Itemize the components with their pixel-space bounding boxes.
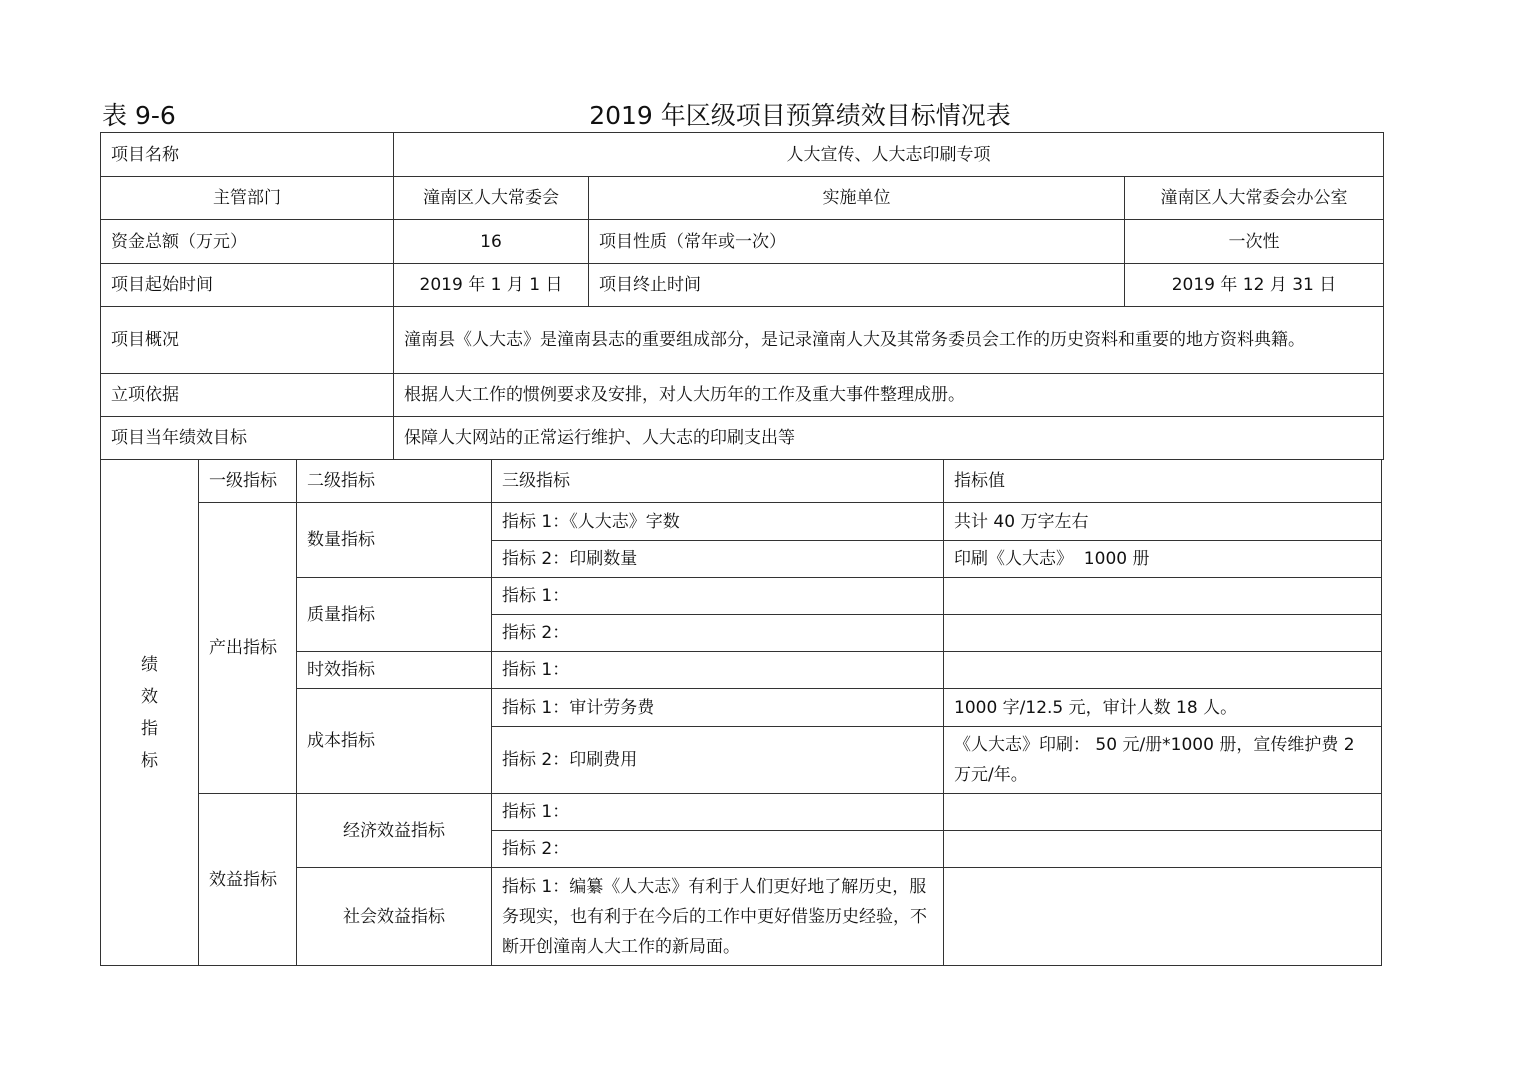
start-label: 项目起始时间 [101,264,394,307]
economic-indicator-1-value [944,794,1382,831]
table-row [101,503,1382,541]
end-label: 项目终止时间 [589,264,1125,307]
table-row [101,177,1384,220]
cost-indicator-1: 指标 1：审计劳务费 [492,689,944,727]
unit-value: 潼南区人大常委会办公室 [1125,177,1384,220]
quality-indicator-2-value [944,615,1382,652]
table-row [101,794,1382,831]
social-benefit-label: 社会效益指标 [297,868,492,966]
page-heading [100,100,1382,132]
economic-benefit-label: 经济效益指标 [297,794,492,868]
cost-indicator-2: 指标 2：印刷费用 [492,727,944,794]
nature-label: 项目性质（常年或一次） [589,220,1125,264]
header-level1: 一级指标 [199,460,297,503]
table-row [101,417,1384,460]
economic-indicator-2-value [944,831,1382,868]
unit-label: 实施单位 [589,177,1125,220]
table-row [101,133,1384,177]
fund-label: 资金总额（万元） [101,220,394,264]
cost-indicator-label: 成本指标 [297,689,492,794]
social-indicator-1: 指标 1：编纂《人大志》有利于人们更好地了解历史，服务现实，也有利于在今后的工作中更好借鉴历史经验，不断开创潼南人大工作的新局面。 [492,868,944,966]
quantity-indicator-1-value: 共计 40 万字左右 [944,503,1382,541]
overview-value: 潼南县《人大志》是潼南县志的重要组成部分，是记录潼南人大及其常务委员会工作的历史资料和重要的地方资料典籍。 [394,307,1384,374]
output-indicator-label: 产出指标 [199,503,297,794]
economic-indicator-2: 指标 2： [492,831,944,868]
quantity-indicator-label: 数量指标 [297,503,492,578]
header-value: 指标值 [944,460,1382,503]
quantity-indicator-2: 指标 2：印刷数量 [492,541,944,578]
timeliness-indicator-label: 时效指标 [297,652,492,689]
project-info-table [100,132,1384,460]
basis-label: 立项依据 [101,374,394,417]
table-row [101,220,1384,264]
social-indicator-1-value [944,868,1382,966]
performance-indicator-side-label: 绩 效 指 标 [101,460,199,966]
fund-value: 16 [394,220,589,264]
project-name-value: 人大宣传、人大志印刷专项 [394,133,1384,177]
header-level3: 三级指标 [492,460,944,503]
timeliness-indicator-1-value [944,652,1382,689]
economic-indicator-1: 指标 1： [492,794,944,831]
quality-indicator-label: 质量指标 [297,578,492,652]
overview-label: 项目概况 [101,307,394,374]
end-value: 2019 年 12 月 31 日 [1125,264,1384,307]
quality-indicator-1: 指标 1： [492,578,944,615]
benefit-indicator-label: 效益指标 [199,794,297,966]
start-value: 2019 年 1 月 1 日 [394,264,589,307]
table-number: 表 9-6 [102,101,176,130]
nature-value: 一次性 [1125,220,1384,264]
table-row [101,460,1382,503]
quality-indicator-2: 指标 2： [492,615,944,652]
quality-indicator-1-value [944,578,1382,615]
cost-indicator-1-value: 1000 字/12.5 元，审计人数 18 人。 [944,689,1382,727]
page-title: 2019 年区级项目预算绩效目标情况表 [589,101,1011,130]
project-name-label: 项目名称 [101,133,394,177]
basis-value: 根据人大工作的惯例要求及安排，对人大历年的工作及重大事件整理成册。 [394,374,1384,417]
dept-value: 潼南区人大常委会 [394,177,589,220]
goal-value: 保障人大网站的正常运行维护、人大志的印刷支出等 [394,417,1384,460]
quantity-indicator-1: 指标 1：《人大志》字数 [492,503,944,541]
table-row [101,374,1384,417]
header-level2: 二级指标 [297,460,492,503]
table-row [101,264,1384,307]
table-row [101,307,1384,374]
cost-indicator-2-value: 《人大志》印刷： 50 元/册*1000 册，宣传维护费 2 万元/年。 [944,727,1382,794]
dept-label: 主管部门 [101,177,394,220]
indicators-table [100,459,1382,966]
quantity-indicator-2-value: 印刷《人大志》 1000 册 [944,541,1382,578]
timeliness-indicator-1: 指标 1： [492,652,944,689]
goal-label: 项目当年绩效目标 [101,417,394,460]
